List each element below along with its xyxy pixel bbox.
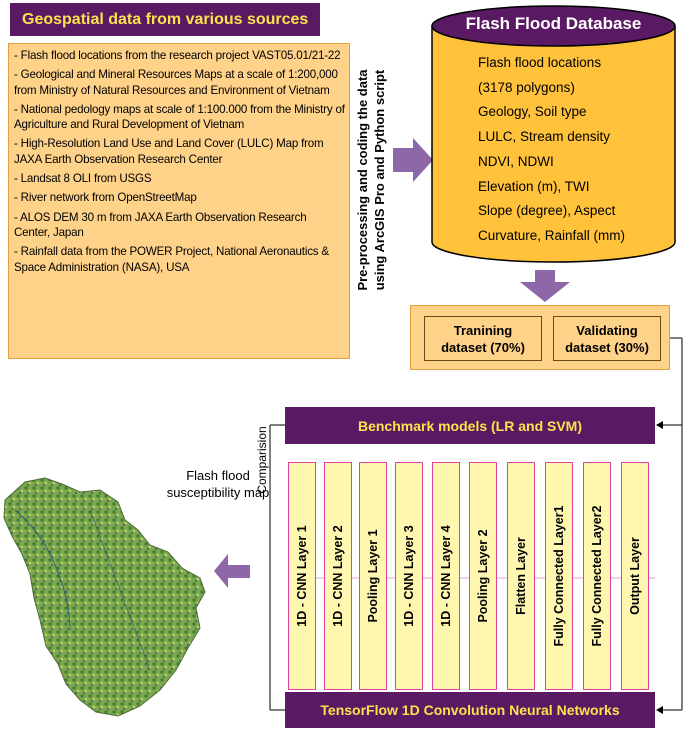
map-title-line-1: Flash flood	[186, 468, 250, 483]
layer-column	[324, 462, 352, 690]
database-item: Slope (degree), Aspect	[478, 203, 616, 219]
source-item: - Geological and Mineral Resources Maps at a scale of 1:200,000 from Ministry of Natural Resources and Environment of Vietnam	[14, 68, 338, 97]
layer-label: Fully Connected Layer1	[552, 505, 566, 647]
database-item: Elevation (m), TWI	[478, 178, 590, 194]
validating-line-1: Validating	[576, 322, 638, 338]
datasets-box	[410, 305, 670, 370]
layer-column	[395, 462, 423, 690]
training-line-1: Tranining	[453, 322, 513, 338]
layer-label: Flatten Layer	[514, 537, 528, 615]
database-item: LULC, Stream density	[478, 129, 611, 145]
preprocess-line-1: Pre-processing and coding the data	[355, 69, 370, 291]
arrow-left-icon	[214, 554, 250, 588]
validating-line-2: dataset (30%)	[565, 339, 649, 355]
layer-column	[545, 462, 573, 690]
database-item: Geology, Soil type	[478, 104, 587, 120]
layer-label: Output Layer	[628, 537, 642, 615]
source-item: - National pedology maps at scale of 1:100.000 from the Ministry of Agriculture and Rural Development of Vietnam	[14, 102, 345, 132]
source-item: - Flash flood locations from the research project VAST05.01/21-22	[14, 49, 341, 62]
database-item: Flash flood locations	[478, 55, 602, 70]
database-item: NDVI, NDWI	[478, 153, 554, 169]
tensorflow-cnn: TensorFlow 1D Convolution Neural Networks	[285, 692, 655, 728]
susceptibility-map-image	[0, 470, 215, 725]
database-item: Curvature, Rainfall (mm)	[478, 227, 626, 243]
layer-column	[621, 462, 649, 690]
layer-label: 1D - CNN Layer 2	[331, 525, 345, 627]
source-item: - Rainfall data from the POWER Project, National Aeronautics & Space Administration (NASA), USA	[14, 245, 329, 274]
arrowhead-icon	[656, 421, 663, 429]
layer-column	[432, 462, 460, 690]
layer-column	[583, 462, 611, 690]
arrowhead-icon	[656, 706, 663, 714]
layer-label: Pooling Layer 1	[366, 529, 380, 623]
layer-label: Pooling Layer 2	[476, 529, 490, 623]
map-title-line-2: susceptibility map	[166, 485, 270, 500]
arrow-down-icon	[520, 270, 570, 302]
layer-column	[359, 462, 387, 690]
comparison-text: Comparision	[255, 426, 269, 494]
source-item: - Landsat 8 OLI from USGS	[14, 172, 152, 186]
database-list	[478, 51, 678, 249]
sources-title: Geospatial data from various sources	[10, 3, 320, 36]
arrow-right-icon	[393, 138, 433, 182]
layer-column	[507, 462, 535, 690]
layer-column	[469, 462, 497, 690]
validating-dataset	[553, 316, 661, 361]
layer-column	[288, 462, 316, 690]
source-item: - River network from OpenStreetMap	[14, 191, 197, 205]
layer-label: Fully Connected Layer2	[590, 505, 604, 647]
database-item: (3178 polygons)	[478, 79, 575, 95]
benchmark-models: Benchmark models (LR and SVM)	[285, 407, 655, 444]
layer-label: 1D - CNN Layer 1	[295, 525, 309, 627]
preprocess-line-2: using ArcGIS Pro and Python script	[372, 69, 387, 291]
training-dataset	[424, 316, 542, 361]
source-item: - ALOS DEM 30 m from JAXA Earth Observation Research Center, Japan	[14, 210, 307, 239]
training-line-2: dataset (70%)	[441, 339, 525, 355]
layer-label: 1D - CNN Layer 3	[402, 525, 416, 627]
source-item: - High-Resolution Land Use and Land Cover (LULC) Map from JAXA Earth Observation Research Center	[14, 137, 324, 166]
database-title: Flash Flood Database	[465, 14, 642, 33]
layer-label: 1D - CNN Layer 4	[439, 525, 453, 627]
